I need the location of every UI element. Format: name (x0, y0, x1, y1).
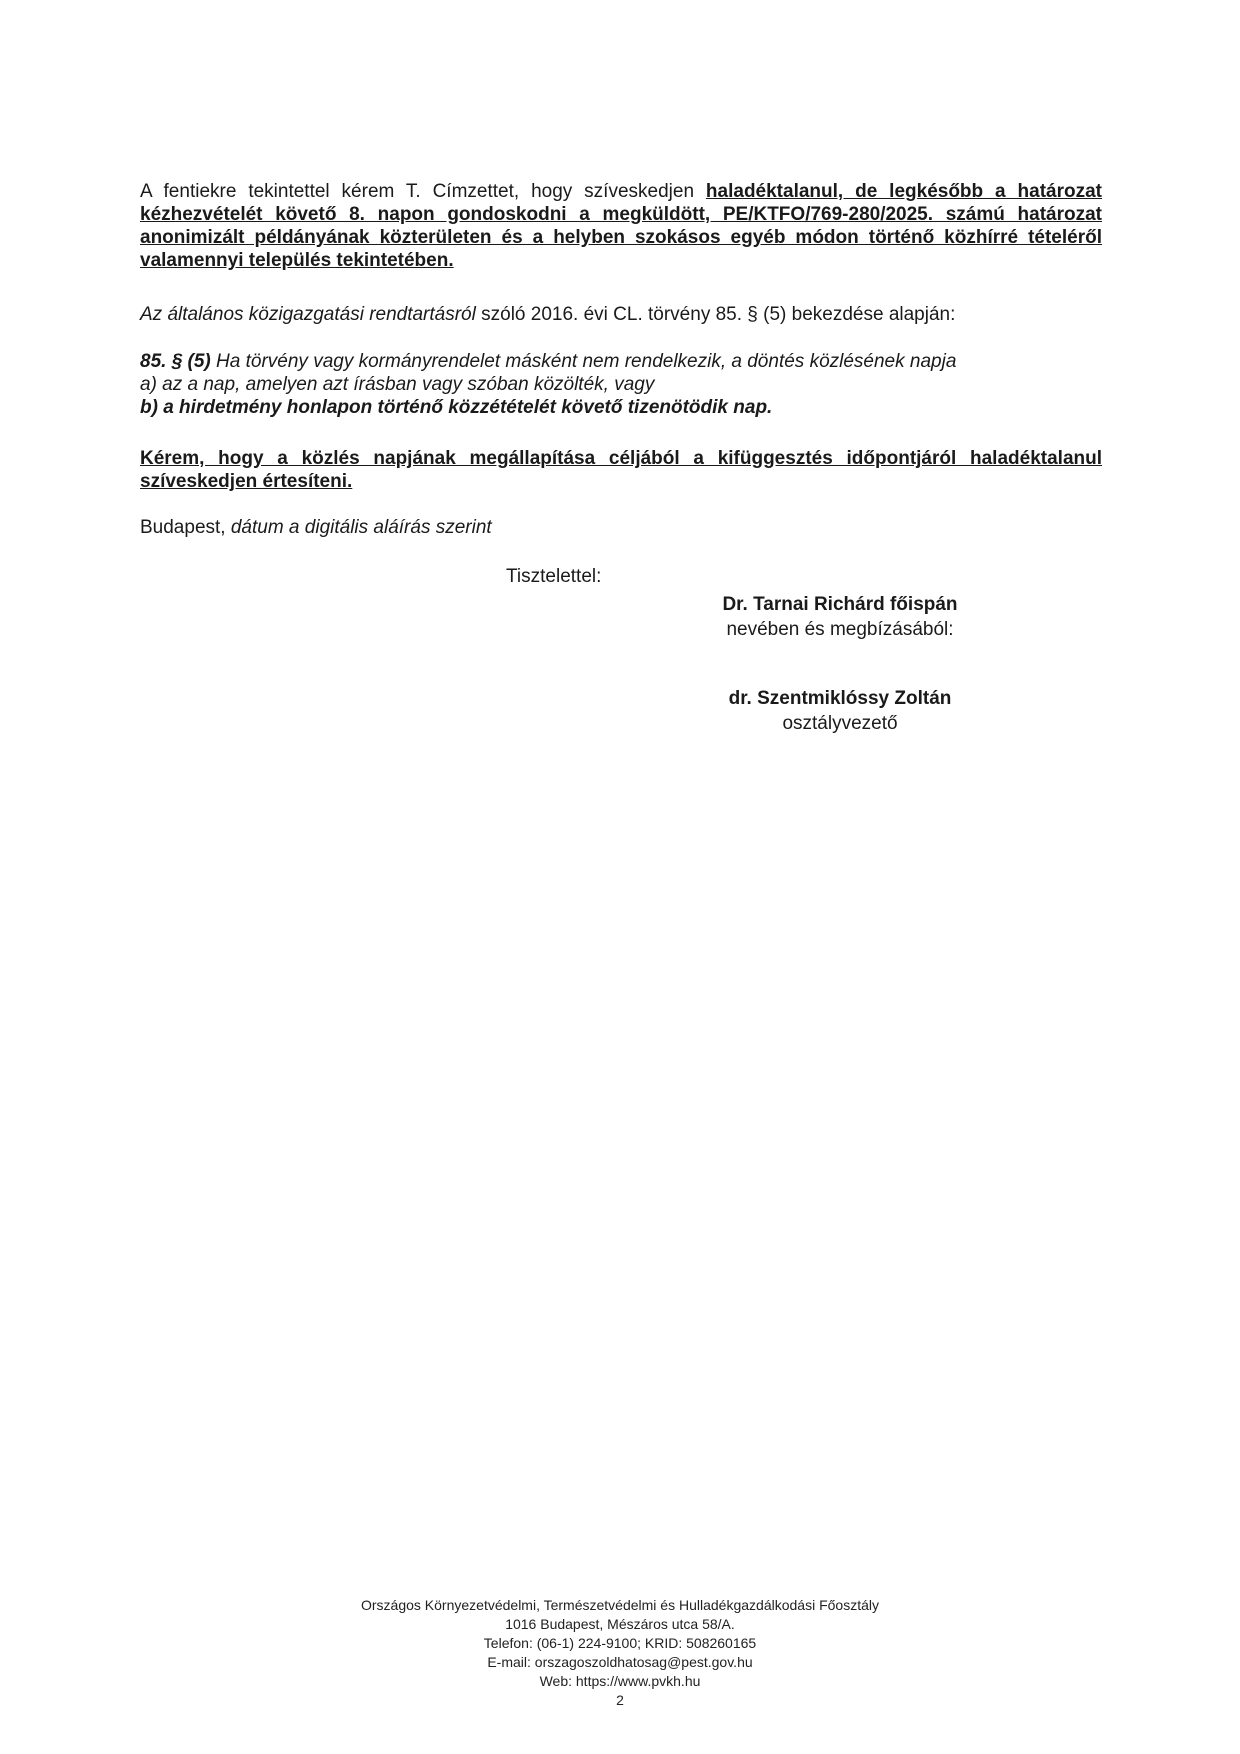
request-lead-text: A fentiekre tekintettel kérem T. Címzettet, hogy szíveskedjen (140, 181, 706, 202)
request-paragraph (140, 180, 1102, 272)
footer-email: E-mail: orszagoszoldhatosag@pest.gov.hu (487, 1654, 753, 1670)
signer-block-2 (640, 686, 1040, 736)
request-deadline-emphasis: haladéktalanul, de legkésőbb a határozat (705, 181, 1102, 202)
notification-request (140, 447, 1102, 493)
law-quote-line-3: b) a hirdetmény honlapon történő közzétételét követő tizenötödik nap. (140, 397, 773, 418)
legal-basis-paragraph (140, 303, 1102, 326)
law-quote-line-1-text: Ha törvény vagy kormányrendelet másként nem rendelkezik, a döntés közlésének napja (210, 351, 957, 372)
law-quote-line-1 (140, 350, 1102, 373)
law-quote (140, 350, 1102, 419)
signer-2-name: dr. Szentmiklóssy Zoltán (728, 688, 952, 709)
page-number: 2 (616, 1692, 624, 1708)
notification-line-2: szíveskedjen értesíteni. (140, 471, 353, 492)
footer-organization: Országos Környezetvédelmi, Természetvédelmi és Hulladékgazdálkodási Főosztály (361, 1597, 879, 1613)
request-line-2: kézhezvételét követő 8. napon gondoskodni a megküldött, PE/KTFO/769-280/2025. számú határozat (140, 204, 1102, 225)
date-note: dátum a digitális aláírás szerint (230, 517, 492, 538)
signer-block-1 (640, 592, 1040, 642)
footer-address: 1016 Budapest, Mészáros utca 58/A. (505, 1616, 735, 1632)
footer-phone: Telefon: (06-1) 224-9100; KRID: 508260165 (483, 1635, 757, 1651)
notification-line-1: Kérem, hogy a közlés napjának megállapítása céljából a kifüggesztés időpontjáról haladéktalanul (140, 448, 1102, 469)
request-line-4: valamennyi település tekintetében. (140, 250, 454, 271)
law-quote-line-2: a) az a nap, amelyen azt írásban vagy szóban közölték, vagy (140, 374, 655, 395)
signer-1-role: nevében és megbízásából: (726, 619, 954, 640)
place: Budapest, (140, 517, 231, 538)
page-footer (0, 1596, 1240, 1710)
law-section-number: 85. § (5) (140, 351, 211, 372)
law-title: Az általános közigazgatási rendtartásról (140, 304, 476, 325)
request-line-3: anonimizált példányának közterületen és a helyben szokásos egyéb módon történő közhírré tételéről (140, 227, 1102, 248)
footer-web: Web: https://www.pvkh.hu (539, 1673, 701, 1689)
closing-greeting: Tisztelettel: (506, 566, 602, 587)
request-line-1 (140, 180, 1102, 203)
signer-1-name: Dr. Tarnai Richárd főispán (722, 594, 958, 615)
signer-2-role: osztályvezető (782, 713, 898, 734)
law-reference: szóló 2016. évi CL. törvény 85. § (5) bekezdése alapján: (475, 304, 956, 325)
place-date (140, 516, 1102, 539)
